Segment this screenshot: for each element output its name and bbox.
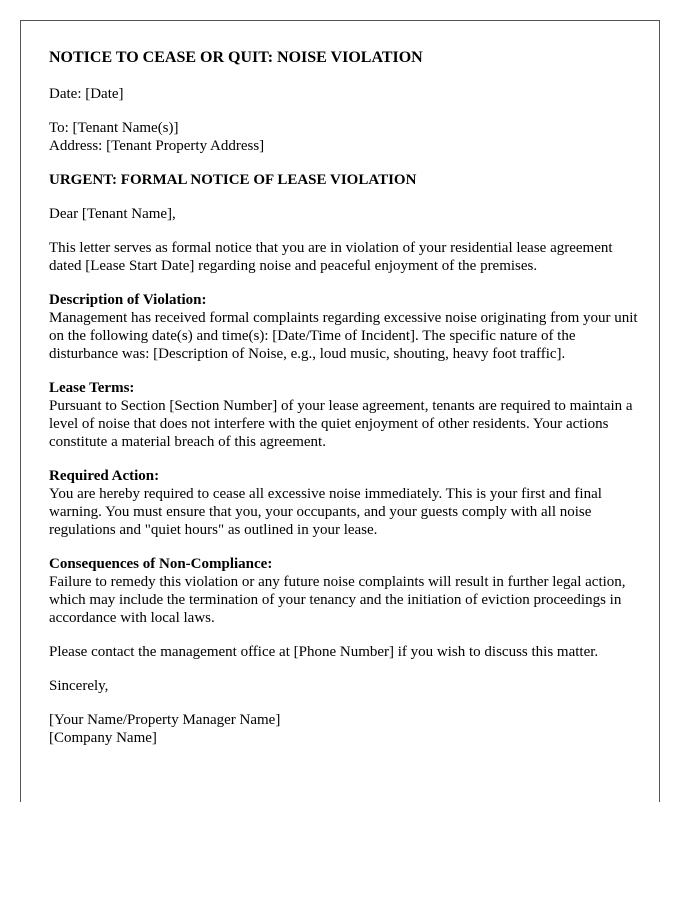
signature-name: [Your Name/Property Manager Name] [49, 712, 281, 728]
document-page [20, 20, 660, 802]
section-body: Pursuant to Section [Section Number] of your lease agreement, tenants are required to maintain a level of noise that does not interfere with the quiet enjoyment of other residents. Your actions constitute a material breach of this agreement. [49, 398, 633, 450]
section-label: Required Action: [49, 468, 160, 484]
letter-content [49, 47, 639, 747]
date-line: Date: [Date] [49, 86, 124, 102]
section-label: Lease Terms: [49, 380, 135, 396]
section-required-action [49, 467, 639, 539]
contact-paragraph: Please contact the management office at [Phone Number] if you wish to discuss this matter. [49, 644, 599, 660]
document-title: NOTICE TO CEASE OR QUIT: NOISE VIOLATION [49, 49, 423, 66]
signature-company: [Company Name] [49, 730, 157, 746]
closing: Sincerely, [49, 678, 109, 694]
section-consequences [49, 555, 639, 627]
section-body: Management has received formal complaints regarding excessive noise originating from your unit on the following date(s) and time(s): [Date/Time of Incident]. The specific nature of the disturbance was: [Description of Noise, e.g., loud music, shouting, heavy foot traffic]. [49, 310, 638, 362]
section-label: Description of Violation: [49, 292, 207, 308]
to-line: To: [Tenant Name(s)] [49, 120, 179, 136]
salutation: Dear [Tenant Name], [49, 206, 176, 222]
urgent-heading: URGENT: FORMAL NOTICE OF LEASE VIOLATION [49, 172, 417, 188]
section-lease-terms [49, 379, 639, 451]
section-label: Consequences of Non-Compliance: [49, 556, 273, 572]
address-line: Address: [Tenant Property Address] [49, 138, 265, 154]
intro-paragraph: This letter serves as formal notice that you are in violation of your residential lease agreement dated [Lease Start Date] regarding noise and peaceful enjoyment of the premises. [49, 240, 613, 274]
recipient-block [49, 119, 639, 155]
section-description-of-violation [49, 291, 639, 363]
section-body: You are hereby required to cease all excessive noise immediately. This is your first and final warning. You must ensure that you, your occupants, and your guests comply with all noise regulations and "quiet hours" as outlined in your lease. [49, 486, 602, 538]
section-body: Failure to remedy this violation or any future noise complaints will result in further legal action, which may include the termination of your tenancy and the initiation of eviction proceedings in accordance with local laws. [49, 574, 626, 626]
signature-block [49, 711, 639, 747]
